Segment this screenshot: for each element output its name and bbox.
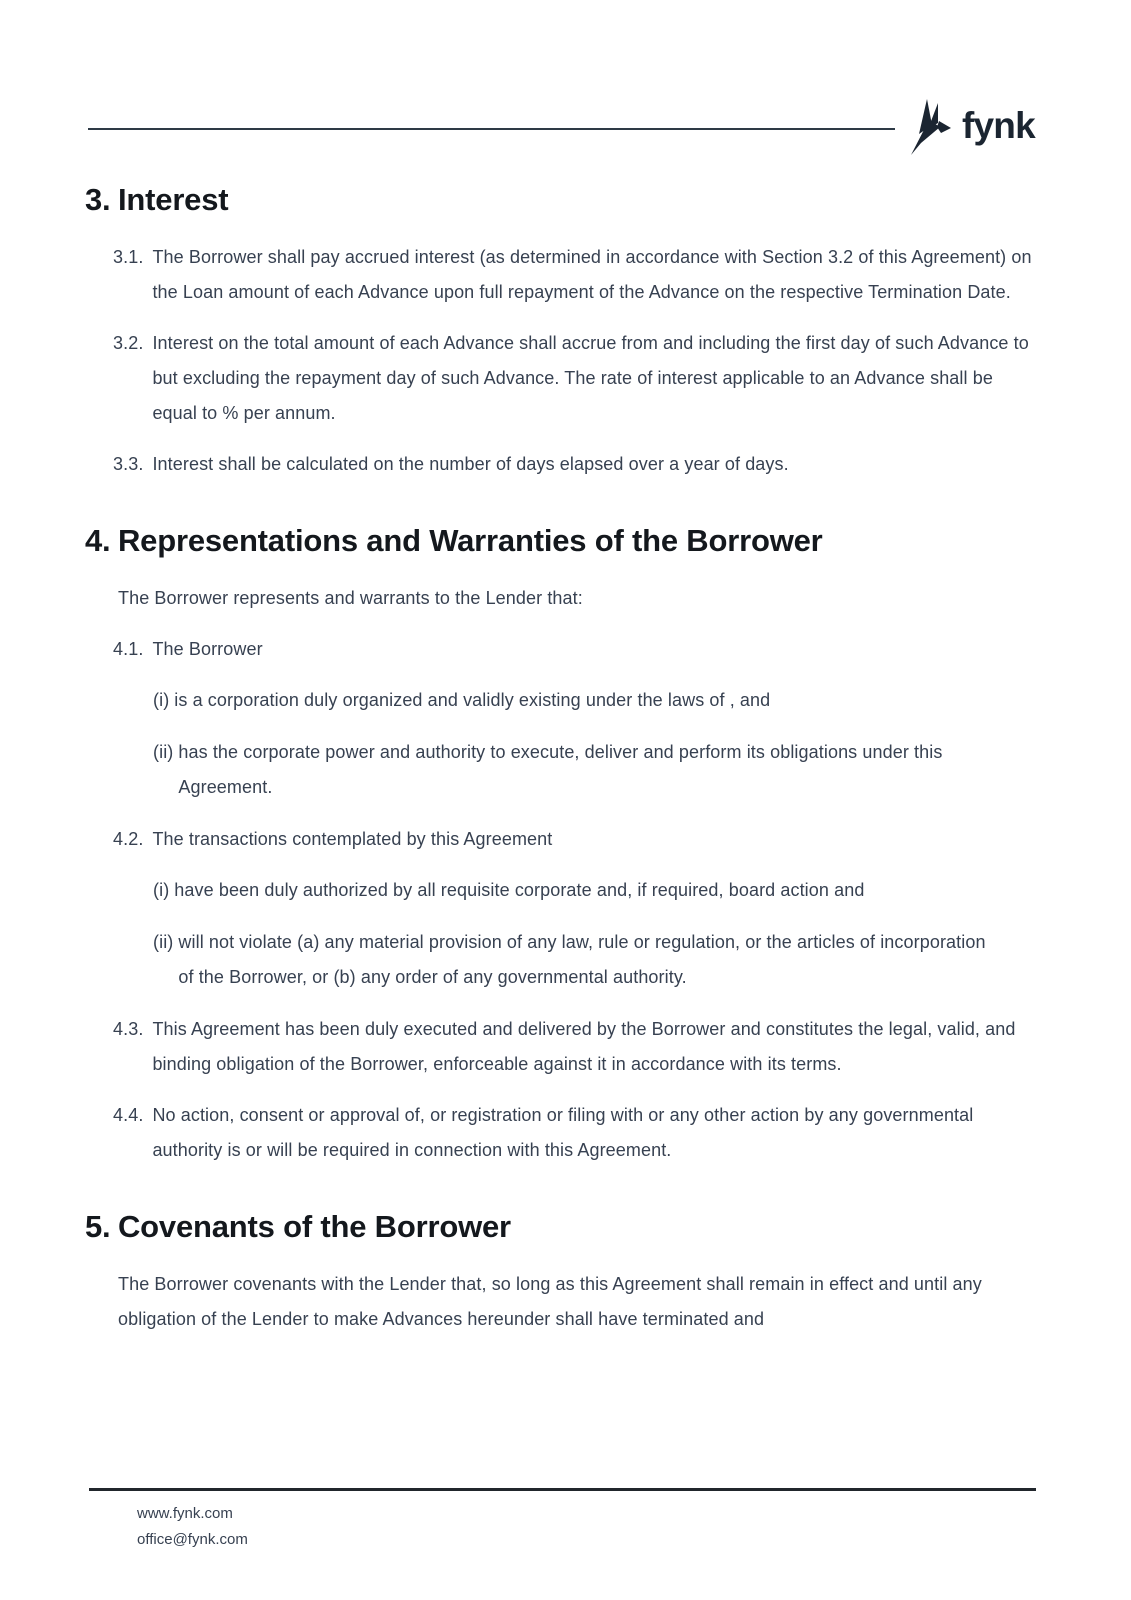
clause-number: 4.1.: [113, 639, 144, 659]
clause-number: 4.2.: [113, 829, 144, 849]
subclause-marker: (ii): [153, 932, 174, 952]
clause-text: The transactions contemplated by this Agreement: [152, 829, 553, 849]
subclause-item: [85, 683, 1046, 718]
clause-item: [85, 1012, 1046, 1082]
clause-item: [85, 1098, 1046, 1168]
origami-bird-icon: [909, 98, 953, 156]
section-number: 5.: [85, 1209, 111, 1244]
clause-number: 4.3.: [113, 1019, 144, 1039]
section-heading-representations: [85, 522, 1046, 559]
footer-website: www.fynk.com: [137, 1505, 233, 1522]
clause-item: [85, 822, 1046, 857]
footer: [137, 1501, 248, 1553]
clause-item: [85, 447, 1046, 482]
clause-number: 3.2.: [113, 333, 144, 353]
subclause-text: will not violate (a) any material provision of any law, rule or regulation, or the articles of incorporation of the Borrower, or (b) any order of any governmental authority.: [178, 932, 986, 987]
subclause-text: is a corporation duly organized and validly existing under the laws of , and: [174, 690, 771, 710]
clause-number: 3.3.: [113, 454, 144, 474]
footer-email: office@fynk.com: [137, 1531, 248, 1548]
section-intro: The Borrower covenants with the Lender that, so long as this Agreement shall remain in effect and until any obligation of the Lender to make Advances hereunder shall have terminated and: [118, 1274, 982, 1329]
subclause-marker: (i): [153, 690, 170, 710]
subclause-marker: (ii): [153, 742, 174, 762]
clause-number: 3.1.: [113, 247, 144, 267]
brand-logo: [909, 94, 1035, 160]
section-heading-interest: [85, 181, 1046, 218]
header-rule: [88, 128, 895, 130]
subclause-item: [85, 873, 1046, 908]
clause-text: This Agreement has been duly executed and delivered by the Borrower and constitutes the legal, valid, and binding obligation of the Borrower, enforceable against it in accordance with its terms.: [152, 1019, 1016, 1074]
clause-text: Interest shall be calculated on the number of days elapsed over a year of days.: [152, 454, 789, 474]
section-number: 4.: [85, 523, 111, 558]
brand-wordmark: fynk: [962, 104, 1035, 146]
section-intro: The Borrower represents and warrants to the Lender that:: [118, 588, 583, 608]
section-number: 3.: [85, 182, 111, 217]
section-title: Covenants of the Borrower: [118, 1209, 511, 1244]
subclause-text: have been duly authorized by all requisite corporate and, if required, board action and: [174, 880, 865, 900]
clause-text: No action, consent or approval of, or registration or filing with or any other action by any governmental authority is or will be required in connection with this Agreement.: [152, 1105, 974, 1160]
subclause-item: [85, 735, 1046, 805]
subclause-marker: (i): [153, 880, 170, 900]
clause-text: Interest on the total amount of each Advance shall accrue from and including the first day of such Advance to but excluding the repayment day of such Advance. The rate of interest applicable to an Advance shall be equal to % per annum.: [152, 333, 1029, 423]
clause-item: [85, 632, 1046, 667]
document-body: [85, 181, 1046, 1353]
clause-text: The Borrower shall pay accrued interest (as determined in accordance with Section 3.2 of this Agreement) on the Loan amount of each Advance upon full repayment of the Advance on the respective Termination Date.: [152, 247, 1032, 302]
footer-rule: [89, 1488, 1036, 1491]
section-title: Representations and Warranties of the Borrower: [118, 523, 823, 558]
clause-text: The Borrower: [152, 639, 263, 659]
clause-number: 4.4.: [113, 1105, 144, 1125]
subclause-text: has the corporate power and authority to execute, deliver and perform its obligations under this Agreement.: [178, 742, 943, 797]
subclause-item: [85, 925, 1046, 995]
section-heading-covenants: [85, 1208, 1046, 1245]
clause-item: [85, 326, 1046, 431]
clause-item: [85, 240, 1046, 310]
section-title: Interest: [118, 182, 229, 217]
